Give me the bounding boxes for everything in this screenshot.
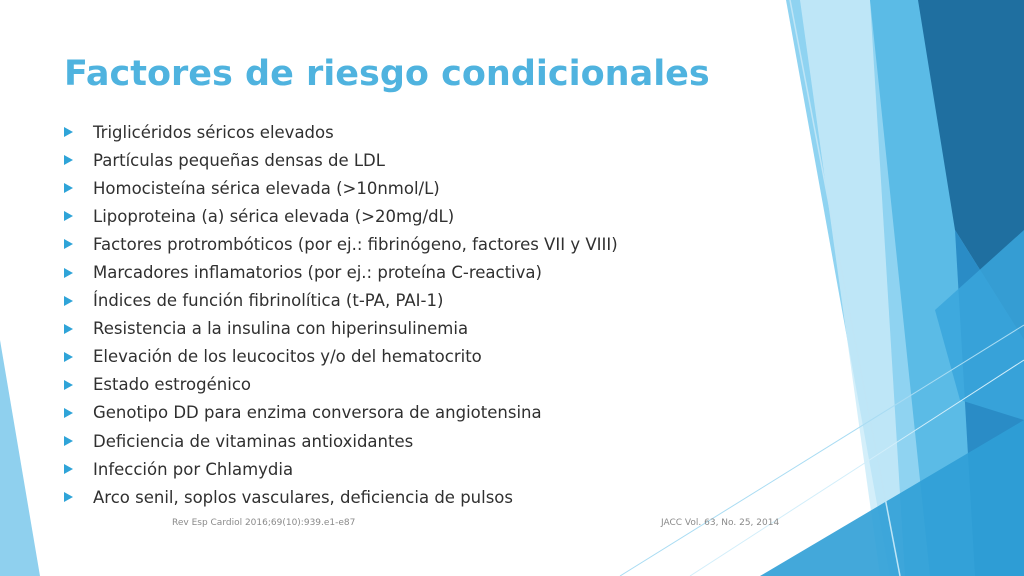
bullet-item [64, 287, 618, 315]
bullet-text: Estado estrogénico [93, 375, 251, 395]
bullet-text: Genotipo DD para enzima conversora de angiotensina [93, 403, 542, 423]
bullet-arrow-icon [64, 380, 73, 390]
bullet-item [64, 202, 618, 230]
bullet-arrow-icon [64, 183, 73, 193]
bullet-item [64, 315, 618, 343]
bullet-item [64, 455, 618, 483]
bullet-list [64, 118, 618, 511]
bullet-item [64, 174, 618, 202]
bullet-arrow-icon [64, 352, 73, 362]
bullet-text: Resistencia a la insulina con hiperinsulinemia [93, 319, 469, 339]
bullet-item [64, 343, 618, 371]
bullet-item [64, 371, 618, 399]
bullet-text: Partículas pequeñas densas de LDL [93, 150, 385, 170]
bullet-item [64, 230, 618, 258]
bullet-item [64, 118, 618, 146]
bullet-arrow-icon [64, 268, 73, 278]
bullet-text: Índices de función fibrinolítica (t-PA, PAI-1) [93, 291, 444, 311]
bullet-text: Marcadores inflamatorios (por ej.: proteína C-reactiva) [93, 263, 542, 283]
footer-citation-right: JACC Vol. 63, No. 25, 2014 [661, 518, 780, 528]
footer-citation-left: Rev Esp Cardiol 2016;69(10):939.e1-e87 [172, 518, 356, 528]
bullet-item [64, 427, 618, 455]
bullet-text: Lipoproteina (a) sérica elevada (>20mg/dL) [93, 206, 455, 226]
left-edge-shape [0, 340, 40, 576]
bullet-text: Infección por Chlamydia [93, 459, 294, 479]
bullet-text: Elevación de los leucocitos y/o del hematocrito [93, 347, 482, 367]
bullet-arrow-icon [64, 492, 73, 502]
bullet-arrow-icon [64, 127, 73, 137]
bullet-text: Homocisteína sérica elevada (>10nmol/L) [93, 178, 440, 198]
bullet-item [64, 258, 618, 286]
bullet-arrow-icon [64, 211, 73, 221]
bullet-text: Triglicéridos séricos elevados [93, 122, 334, 142]
bullet-text: Deficiencia de vitaminas antioxidantes [93, 431, 414, 451]
bullet-item [64, 146, 618, 174]
bullet-arrow-icon [64, 324, 73, 334]
bullet-item [64, 483, 618, 511]
slide-title: Factores de riesgo condicionales [64, 54, 710, 94]
bullet-text: Arco senil, soplos vasculares, deficiencia de pulsos [93, 487, 513, 507]
bullet-arrow-icon [64, 296, 73, 306]
bullet-arrow-icon [64, 436, 73, 446]
bullet-text: Factores protrombóticos (por ej.: fibrinógeno, factores VII y VIII) [93, 234, 618, 254]
bullet-item [64, 399, 618, 427]
bullet-arrow-icon [64, 464, 73, 474]
bullet-arrow-icon [64, 239, 73, 249]
bullet-arrow-icon [64, 408, 73, 418]
bullet-arrow-icon [64, 155, 73, 165]
